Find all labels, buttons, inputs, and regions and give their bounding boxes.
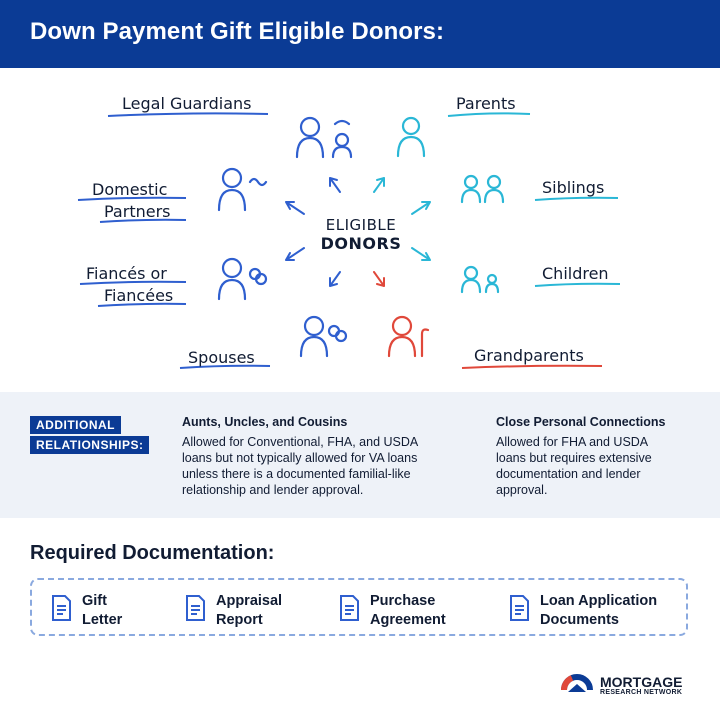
doc-appraisal-line2: Report xyxy=(216,612,263,628)
aunts-uncles-title: Aunts, Uncles, and Cousins xyxy=(182,415,348,429)
arrow-spouses xyxy=(330,272,340,286)
legal-guardians-underline xyxy=(108,113,268,116)
siblings-underline xyxy=(535,198,618,200)
donor-diagram xyxy=(0,68,720,390)
doc-loan-line1: Loan Application xyxy=(540,593,658,609)
label-domestic-1: Domestic xyxy=(92,180,168,199)
children-underline xyxy=(535,284,620,286)
label-domestic-2: Partners xyxy=(104,202,171,221)
label-siblings: Siblings xyxy=(542,178,605,197)
document-icon xyxy=(338,594,360,622)
arrow-grandparents xyxy=(374,272,384,286)
close-connections-title: Close Personal Connections xyxy=(496,415,666,429)
doc-gift-letter xyxy=(50,592,122,630)
aunts-uncles-line1: Allowed for Conventional, FHA, and USDA xyxy=(182,435,419,449)
doc-loan-application xyxy=(508,592,657,630)
label-fiances-1: Fiancés or xyxy=(86,264,167,283)
label-legal-guardians: Legal Guardians xyxy=(122,94,252,113)
logo-line2: RESEARCH NETWORK xyxy=(600,688,683,696)
center-line2: DONORS xyxy=(320,234,402,253)
arrow-legal-guardians xyxy=(330,178,340,192)
aunts-uncles-column xyxy=(182,414,418,498)
center-label xyxy=(306,216,416,253)
grandparents-underline xyxy=(462,366,602,368)
mortgage-research-network-logo xyxy=(560,668,682,702)
parents-icon xyxy=(398,118,424,156)
document-icon xyxy=(184,594,206,622)
parents-underline xyxy=(448,113,530,116)
arrow-parents xyxy=(374,178,384,192)
aunts-uncles-line4: relationship and lender approval. xyxy=(182,483,364,497)
badge-line2: RELATIONSHIPS: xyxy=(30,436,149,454)
doc-purchase-line1: Purchase xyxy=(370,593,436,609)
additional-relationships-section xyxy=(0,392,720,518)
spouses-icon xyxy=(301,317,346,356)
close-connections-line2: loans but requires extensive xyxy=(496,451,652,465)
doc-purchase-agreement xyxy=(338,592,446,630)
aunts-uncles-line3: unless there is a documented familial-like xyxy=(182,467,411,481)
arrow-siblings xyxy=(412,202,430,214)
document-icon xyxy=(508,594,530,622)
close-connections-line1: Allowed for FHA and USDA xyxy=(496,435,649,449)
page-title: Down Payment Gift Eligible Donors: xyxy=(30,18,445,45)
badge-line1: ADDITIONAL xyxy=(30,416,121,434)
close-connections-line4: approval. xyxy=(496,483,548,497)
documentation-title: Required Documentation: xyxy=(30,542,275,564)
close-connections-column xyxy=(496,414,665,498)
label-grandparents: Grandparents xyxy=(474,346,584,365)
doc-appraisal-line1: Appraisal xyxy=(216,593,283,609)
doc-gift-line2: Letter xyxy=(82,612,123,628)
doc-loan-line2: Documents xyxy=(540,612,619,628)
arrow-fiances xyxy=(286,248,304,260)
documentation-box xyxy=(30,578,688,636)
center-line1: ELIGIBLE xyxy=(325,216,397,234)
arrow-domestic xyxy=(286,202,304,214)
doc-appraisal-report xyxy=(184,592,282,630)
doc-gift-line1: Gift xyxy=(82,593,107,609)
domestic-partners-icon xyxy=(219,169,266,210)
fiances-icon xyxy=(219,259,266,299)
children-icon xyxy=(462,267,498,292)
label-parents: Parents xyxy=(456,94,516,113)
label-children: Children xyxy=(542,264,609,283)
grandparents-icon xyxy=(389,317,428,356)
close-connections-line3: documentation and lender xyxy=(496,467,641,481)
doc-purchase-line2: Agreement xyxy=(370,612,446,628)
logo-mark-icon xyxy=(560,668,594,702)
label-spouses: Spouses xyxy=(188,348,255,367)
logo-line1: MORTGAGE xyxy=(600,673,683,690)
label-fiances-2: Fiancées xyxy=(104,286,174,305)
header-banner xyxy=(0,0,720,68)
document-icon xyxy=(50,594,72,622)
aunts-uncles-line2: loans but not typically allowed for VA loans xyxy=(182,451,418,465)
legal-guardians-icon xyxy=(297,118,351,157)
siblings-icon xyxy=(462,176,503,202)
